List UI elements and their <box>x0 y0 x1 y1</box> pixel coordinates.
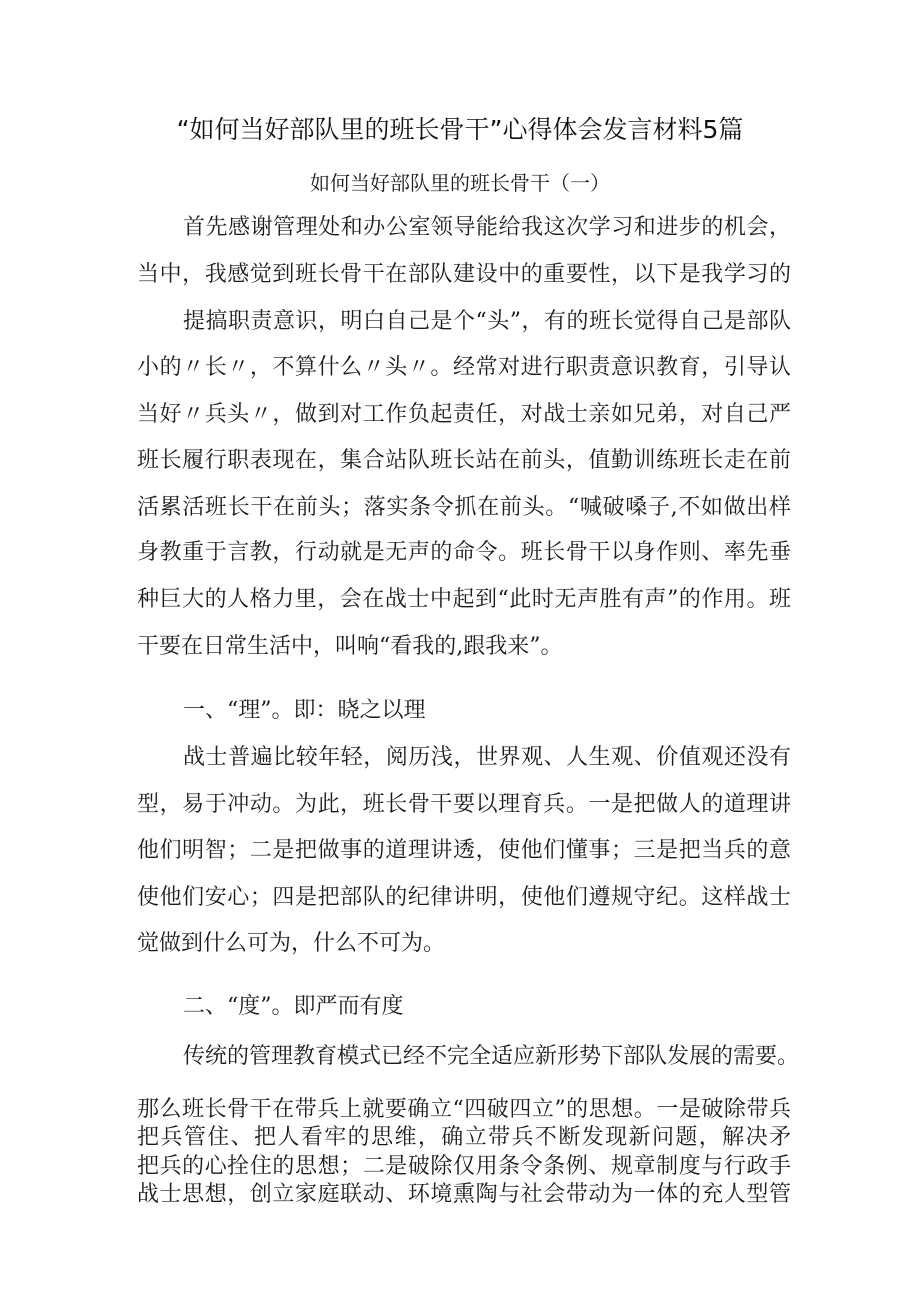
section-subtitle: 如何当好部队里的班长骨干（一） <box>310 171 610 195</box>
paragraph-line: 使他们安心；四是把部队的纪律讲明，使他们遵规守纪。这样战士 <box>137 885 791 910</box>
paragraph-line: 种巨大的人格力里，会在战士中起到“此时无声胜有声”的作用。班 <box>137 587 791 612</box>
paragraph-line: 首先感谢管理处和办公室领导能给我这次学习和进步的机会， <box>183 215 791 240</box>
paragraph-line: 干要在日常生活中，叫响“看我的,跟我来”。 <box>137 634 563 659</box>
paragraph-line: 当中，我感觉到班长骨干在部队建设中的重要性，以下是我学习的 <box>137 262 791 287</box>
document-title: “如何当好部队里的班长骨干”心得体会发言材料5篇 <box>176 115 744 144</box>
paragraph-line: 觉做到什么可为，什么不可为。 <box>137 931 446 956</box>
paragraph-line: 他们明智；二是把做事的道理讲透，使他们懂事；三是把当兵的意 <box>137 838 791 863</box>
paragraph-line: 活累活班长干在前头；落实条令抓在前头。“喊破嗓子,不如做出样 <box>137 495 791 520</box>
paragraph-line: 把兵管住、把人看牢的思维，确立带兵不断发现新问题，解决矛 <box>137 1125 791 1150</box>
paragraph-line: 型，易于冲动。为此，班长骨干要以理育兵。一是把做人的道理讲 <box>137 792 791 817</box>
paragraph-line: 把兵的心拴住的思想；二是破除仅用条令条例、规章制度与行政手 <box>137 1154 791 1179</box>
paragraph-line: 提搞职责意识，明白自己是个“头”，有的班长觉得自己是部队 <box>183 309 791 334</box>
paragraph-line: 战士思想，创立家庭联动、环境熏陶与社会带动为一体的充人型管 <box>137 1182 791 1207</box>
paragraph-line: 传统的管理教育模式已经不完全适应新形势下部队发展的需要。 <box>183 1044 800 1069</box>
paragraph-line: 战士普遍比较年轻，阅历浅，世界观、人生观、价值观还没有 <box>183 745 791 770</box>
paragraph-line: 身教重于言教，行动就是无声的命令。班长骨干以身作则、率先垂 <box>137 540 791 565</box>
paragraph-line: 小的〃长〃，不算什么〃头〃。经常对进行职责意识教育，引导认 <box>137 355 791 380</box>
paragraph-line: 班长履行职表现在，集合站队班长站在前头，值勤训练班长走在前 <box>137 448 791 473</box>
section-heading: 二、“度”。即严而有度 <box>183 994 404 1019</box>
paragraph-line: 当好〃兵头〃，做到对工作负起责任，对战士亲如兄弟，对自己严 <box>137 402 791 427</box>
section-heading: 一、“理”。即：晓之以理 <box>183 698 426 723</box>
paragraph-line: 那么班长骨干在带兵上就要确立“四破四立”的思想。一是破除带兵 <box>137 1097 791 1122</box>
